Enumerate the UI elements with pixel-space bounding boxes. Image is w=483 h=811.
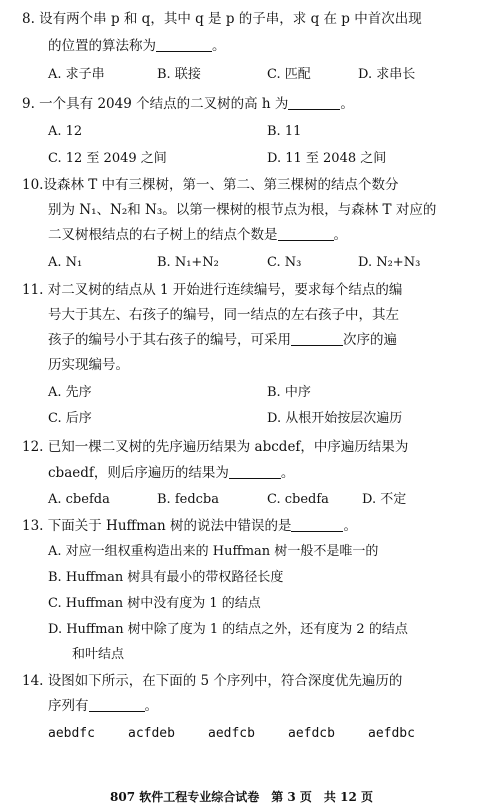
q10-option-c: C. N₃ bbox=[267, 255, 302, 270]
q10-line2: 别为 N₁、N₂和 N₃。以第一棵树的根节点为根，与森林 T 对应的 bbox=[48, 202, 437, 218]
q13-option-a: A. 对应一组权重构造出来的 Huffman 树一般不是唯一的 bbox=[48, 544, 379, 559]
q14-seq-4: aefdcb bbox=[288, 726, 335, 741]
q9-option-c: C. 12 至 2049 之间 bbox=[48, 151, 167, 166]
page-footer: 807 软件工程专业综合试卷 第 3 页 共 12 页 bbox=[110, 790, 373, 804]
q12-line2-end: 。 bbox=[280, 465, 295, 481]
q12-line2 bbox=[48, 464, 294, 482]
q9-line1 bbox=[22, 95, 354, 113]
q11-option-a: A. 先序 bbox=[48, 385, 92, 400]
q9-line1-end: 。 bbox=[340, 96, 354, 112]
q8-line2-end: 。 bbox=[212, 38, 226, 54]
q11-line3-end: 次序的遍 bbox=[343, 332, 397, 348]
q13-line1-text: 13. 下面关于 Huffman 树的说法中错误的是 bbox=[22, 518, 292, 534]
q10-option-b: B. N₁+N₂ bbox=[157, 255, 219, 270]
q12-option-a: A. cbefda bbox=[48, 492, 110, 507]
q12-blank bbox=[229, 465, 281, 479]
q14-line1: 14. 设图如下所示，在下面的 5 个序列中，符合深度优先遍历的 bbox=[22, 673, 403, 689]
q14-seq-2: acfdeb bbox=[128, 726, 175, 741]
q10-blank bbox=[278, 227, 334, 241]
q10-option-d: D. N₂+N₃ bbox=[358, 255, 421, 270]
q14-seq-1: aebdfc bbox=[48, 726, 95, 741]
q11-line3-text: 孩子的编号小于其右孩子的编号，可采用 bbox=[48, 332, 291, 348]
q11-line3 bbox=[48, 331, 397, 349]
q11-line2: 号大于其左、右孩子的编号，同一结点的左右孩子中，其左 bbox=[48, 307, 399, 323]
q13-blank bbox=[291, 518, 343, 532]
q12-option-b: B. fedcba bbox=[157, 492, 219, 507]
q14-line2-text: 序列有 bbox=[48, 698, 89, 714]
q9-option-a: A. 12 bbox=[48, 124, 83, 139]
q10-line3 bbox=[48, 226, 347, 244]
q12-line2-text: cbaedf，则后序遍历的结果为 bbox=[48, 465, 229, 481]
q13-line1-end: 。 bbox=[343, 518, 357, 534]
q9-blank bbox=[288, 96, 340, 110]
q10-option-a: A. N₁ bbox=[48, 255, 83, 270]
q9-option-b: B. 11 bbox=[267, 124, 302, 139]
q14-line2-end: 。 bbox=[144, 698, 158, 714]
q11-line4: 历实现编号。 bbox=[48, 357, 129, 373]
q13-option-d: D. Huffman 树中除了度为 1 的结点之外，还有度为 2 的结点 bbox=[48, 622, 408, 637]
q8-line2-text: 的位置的算法称为 bbox=[48, 38, 156, 54]
q9-line1-text: 9. 一个具有 2049 个结点的二叉树的高 h 为 bbox=[22, 96, 289, 112]
q10-line3-text: 二叉树根结点的右子树上的结点个数是 bbox=[48, 227, 278, 243]
q8-option-d: D. 求串长 bbox=[358, 67, 416, 82]
q8-option-a: A. 求子串 bbox=[48, 67, 105, 82]
q14-blank bbox=[89, 698, 145, 712]
q9-option-d: D. 11 至 2048 之间 bbox=[267, 151, 387, 166]
q11-option-b: B. 中序 bbox=[267, 385, 311, 400]
q12-line1: 12. 已知一棵二叉树的先序遍历结果为 abcdef，中序遍历结果为 bbox=[22, 439, 409, 455]
q12-option-d: D. 不定 bbox=[362, 492, 407, 507]
q13-line1 bbox=[22, 517, 357, 535]
q11-line1: 11. 对二叉树的结点从 1 开始进行连续编号，要求每个结点的编 bbox=[22, 282, 403, 298]
q8-blank bbox=[156, 38, 212, 52]
q10-line1: 10.设森林 T 中有三棵树，第一、第二、第三棵树的结点个数分 bbox=[22, 177, 399, 193]
q13-option-d-cont: 和叶结点 bbox=[72, 647, 125, 662]
q13-option-b: B. Huffman 树具有最小的带权路径长度 bbox=[48, 570, 284, 585]
q14-seq-5: aefdbc bbox=[368, 726, 415, 741]
q8-option-b: B. 联接 bbox=[157, 67, 201, 82]
q12-option-c: C. cbedfa bbox=[267, 492, 329, 507]
q8-line1: 8. 设有两个串 p 和 q，其中 q 是 p 的子串，求 q 在 p 中首次出现 bbox=[22, 11, 422, 27]
q8-option-c: C. 匹配 bbox=[267, 67, 311, 82]
q11-blank bbox=[291, 332, 343, 346]
q14-line2 bbox=[48, 697, 158, 715]
q11-option-d: D. 从根开始按层次遍历 bbox=[267, 411, 403, 426]
q13-option-c: C. Huffman 树中没有度为 1 的结点 bbox=[48, 596, 261, 611]
q14-seq-3: aedfcb bbox=[208, 726, 255, 741]
q10-line3-end: 。 bbox=[333, 227, 347, 243]
q8-line2 bbox=[48, 37, 226, 55]
q11-option-c: C. 后序 bbox=[48, 411, 92, 426]
